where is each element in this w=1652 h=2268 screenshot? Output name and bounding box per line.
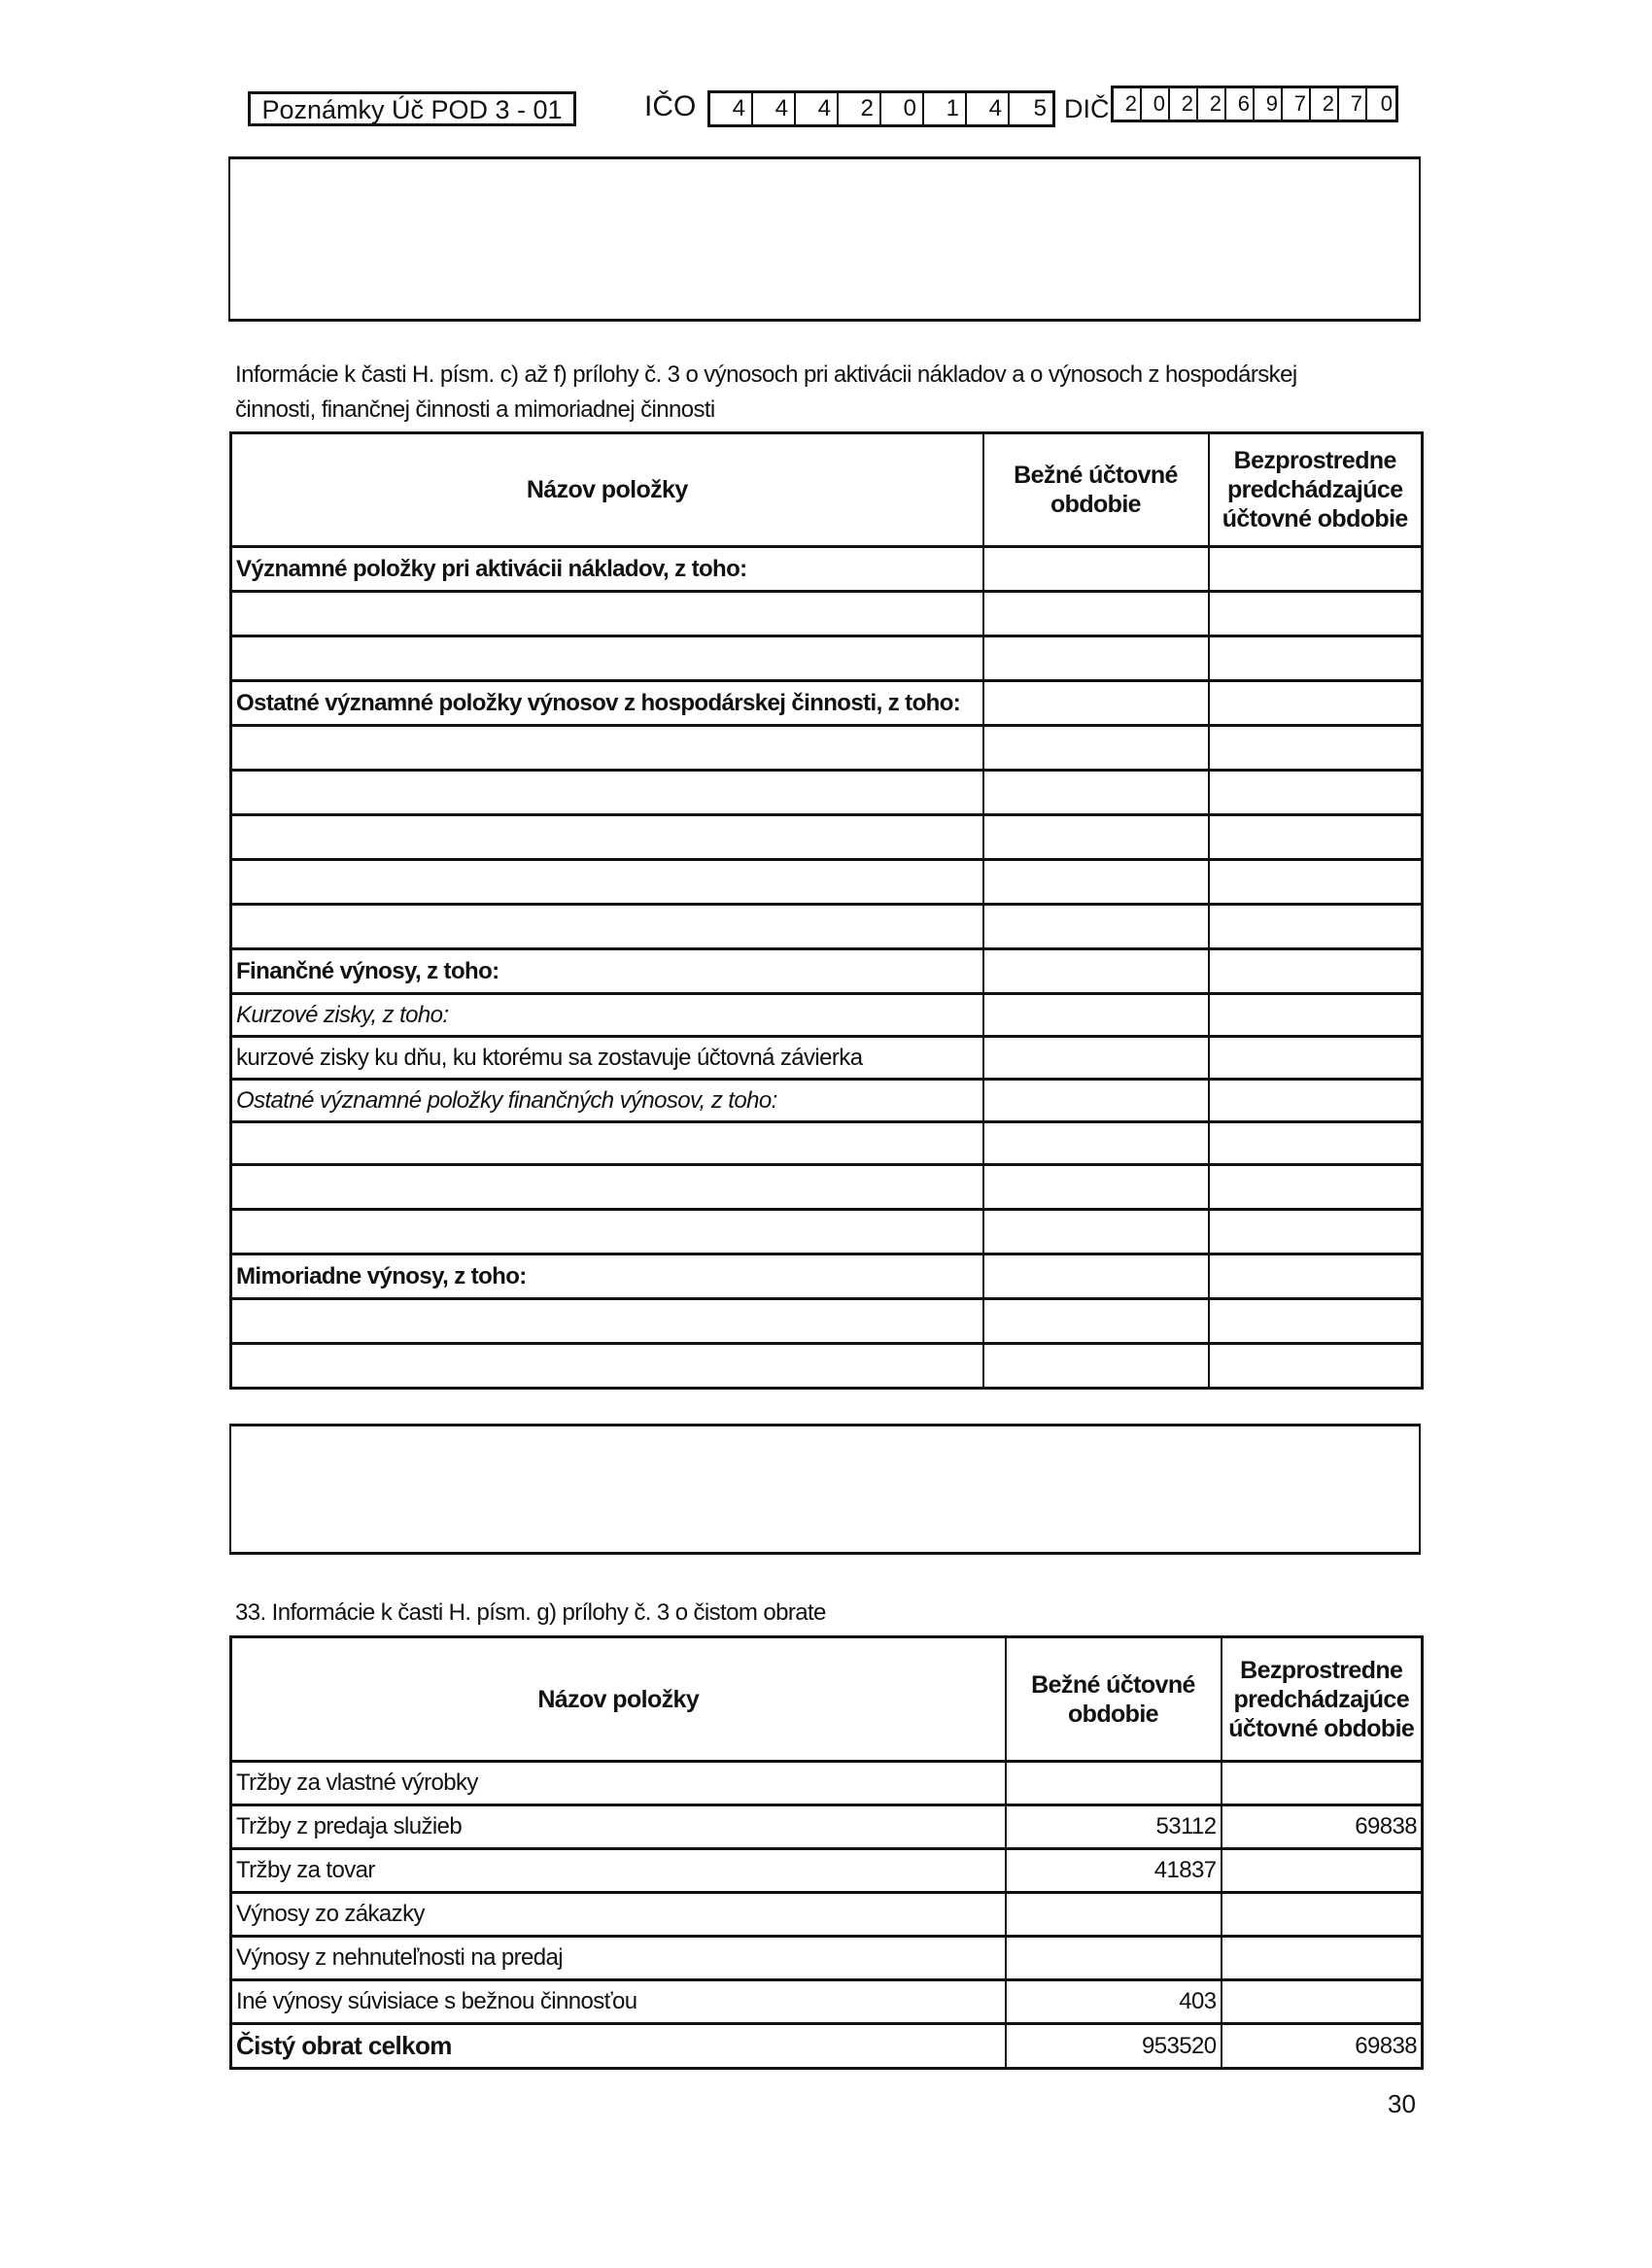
- previous-value-cell[interactable]: [1222, 1849, 1423, 1893]
- ico-digit: 1: [924, 93, 967, 124]
- current-value-cell[interactable]: [983, 860, 1209, 905]
- total-previous-value[interactable]: 69838: [1222, 2024, 1423, 2069]
- table-row: [231, 815, 1423, 860]
- dic-digit: 2: [1170, 88, 1198, 120]
- row-label[interactable]: [231, 860, 983, 905]
- table-row: [231, 1937, 1423, 1980]
- row-label: Mimoriadne výnosy, z toho:: [231, 1254, 983, 1299]
- row-label: Iné výnosy súvisiace s bežnou činnosťou: [231, 1980, 1006, 2024]
- notes-text-box[interactable]: [228, 156, 1421, 322]
- previous-value-cell[interactable]: [1209, 636, 1423, 681]
- current-value-cell[interactable]: [983, 1165, 1209, 1210]
- current-value-cell[interactable]: [983, 681, 1209, 726]
- previous-value-cell[interactable]: [1209, 860, 1423, 905]
- form-code-box: Poznámky Úč POD 3 - 01: [248, 91, 576, 126]
- previous-value-cell[interactable]: [1209, 905, 1423, 949]
- dic-digit: 7: [1283, 88, 1311, 120]
- current-value-cell[interactable]: [1006, 1893, 1222, 1937]
- row-label: Významné položky pri aktivácii nákladov, z toho:: [231, 547, 983, 592]
- dic-digit: 2: [1198, 88, 1226, 120]
- current-value-cell[interactable]: 403: [1006, 1980, 1222, 2024]
- current-value-cell[interactable]: [983, 905, 1209, 949]
- ico-digit: 4: [710, 93, 753, 124]
- previous-value-cell[interactable]: [1209, 1037, 1423, 1080]
- current-value-cell[interactable]: [983, 1210, 1209, 1254]
- previous-value-cell[interactable]: [1209, 726, 1423, 771]
- row-label: Ostatné významné položky finančných výnosov, z toho:: [231, 1080, 983, 1122]
- row-label: Výnosy zo zákazky: [231, 1893, 1006, 1937]
- row-label[interactable]: [231, 771, 983, 815]
- previous-value-cell[interactable]: [1209, 949, 1423, 994]
- header-previous-period: Bezprostredne predchádzajúce účtovné obdobie: [1209, 433, 1423, 547]
- row-label: Tržby za tovar: [231, 1849, 1006, 1893]
- ico-label: IČO: [644, 90, 697, 122]
- table-row: [231, 1122, 1423, 1165]
- dic-digit: 0: [1142, 88, 1170, 120]
- header-current-period: Bežné účtovné obdobie: [1006, 1637, 1222, 1762]
- previous-value-cell[interactable]: [1209, 547, 1423, 592]
- row-label[interactable]: [231, 636, 983, 681]
- row-label[interactable]: [231, 592, 983, 636]
- current-value-cell[interactable]: [983, 1344, 1209, 1389]
- previous-value-cell[interactable]: [1209, 994, 1423, 1037]
- ico-digit: 0: [881, 93, 924, 124]
- current-value-cell[interactable]: [983, 1254, 1209, 1299]
- previous-value-cell[interactable]: [1222, 1937, 1423, 1980]
- table-row: [231, 1254, 1423, 1299]
- row-label: Tržby za vlastné výrobky: [231, 1762, 1006, 1805]
- table-row: [231, 1762, 1423, 1805]
- table-row: [231, 636, 1423, 681]
- table-row: [231, 681, 1423, 726]
- header-item-name: Názov položky: [231, 433, 983, 547]
- dic-digit: 2: [1311, 88, 1339, 120]
- header-current-period: Bežné účtovné obdobie: [983, 433, 1209, 547]
- row-label: Kurzové zisky, z toho:: [231, 994, 983, 1037]
- row-label: kurzové zisky ku dňu, ku ktorému sa zostavuje účtovná závierka: [231, 1037, 983, 1080]
- table-row: [231, 860, 1423, 905]
- ico-digit: 4: [796, 93, 839, 124]
- current-value-cell[interactable]: [1006, 1937, 1222, 1980]
- previous-value-cell[interactable]: [1209, 1254, 1423, 1299]
- current-value-cell[interactable]: 41837: [1006, 1849, 1222, 1893]
- section-intro-line2: činnosti, finančnej činnosti a mimoriadnej činnosti: [235, 396, 715, 423]
- table-row: [231, 1037, 1423, 1080]
- dic-digit: 7: [1339, 88, 1367, 120]
- dic-digit: 2: [1114, 88, 1142, 120]
- table-row: [231, 726, 1423, 771]
- section-33-title: 33. Informácie k časti H. písm. g) prílohy č. 3 o čistom obrate: [235, 1599, 826, 1626]
- previous-value-cell[interactable]: [1209, 1165, 1423, 1210]
- table-header-row: [231, 433, 1423, 547]
- ico-digit: 2: [839, 93, 881, 124]
- previous-value-cell[interactable]: [1222, 1893, 1423, 1937]
- current-value-cell[interactable]: [983, 994, 1209, 1037]
- table-row: [231, 1299, 1423, 1344]
- table-row: [231, 1080, 1423, 1122]
- previous-value-cell[interactable]: [1222, 1762, 1423, 1805]
- current-value-cell[interactable]: [983, 1122, 1209, 1165]
- table-row: [231, 1165, 1423, 1210]
- current-value-cell[interactable]: [983, 1299, 1209, 1344]
- current-value-cell[interactable]: [983, 726, 1209, 771]
- ico-field: [707, 90, 1055, 127]
- notes-text-box-2[interactable]: [229, 1424, 1421, 1555]
- row-label[interactable]: [231, 1299, 983, 1344]
- table-row: [231, 905, 1423, 949]
- previous-value-cell[interactable]: [1209, 1299, 1423, 1344]
- table-row: [231, 1849, 1423, 1893]
- dic-digit: 0: [1380, 91, 1393, 116]
- dic-label: DIČ: [1064, 94, 1110, 123]
- previous-value-cell[interactable]: [1209, 815, 1423, 860]
- current-value-cell[interactable]: [983, 815, 1209, 860]
- header-item-name: Názov položky: [231, 1637, 1006, 1762]
- previous-value-cell[interactable]: [1209, 1344, 1423, 1389]
- current-value-cell[interactable]: [983, 771, 1209, 815]
- row-label[interactable]: [231, 1344, 983, 1389]
- total-current-value[interactable]: 953520: [1006, 2024, 1222, 2069]
- table-row: [231, 1210, 1423, 1254]
- table-row: [231, 949, 1423, 994]
- row-label: Finančné výnosy, z toho:: [231, 949, 983, 994]
- row-label[interactable]: [231, 1122, 983, 1165]
- current-value-cell[interactable]: [1006, 1762, 1222, 1805]
- dic-digit: 6: [1226, 88, 1255, 120]
- current-value-cell[interactable]: [983, 636, 1209, 681]
- total-label: Čistý obrat celkom: [231, 2024, 1006, 2069]
- table-row: [231, 1805, 1423, 1849]
- table-header-row: [231, 1637, 1423, 1762]
- table-row: [231, 1893, 1423, 1937]
- table-row: [231, 547, 1423, 592]
- table-row: [231, 771, 1423, 815]
- previous-value-cell[interactable]: [1209, 771, 1423, 815]
- section-intro-line1: Informácie k časti H. písm. c) až f) prílohy č. 3 o výnosoch pri aktivácii nákladov a o výnosoch z hospodárskej: [235, 361, 1297, 388]
- dic-digit: 9: [1255, 88, 1283, 120]
- row-label[interactable]: [231, 1165, 983, 1210]
- current-value-cell[interactable]: [983, 1080, 1209, 1122]
- table-row: [231, 1980, 1423, 2024]
- current-value-cell[interactable]: [983, 547, 1209, 592]
- previous-value-cell[interactable]: [1222, 1980, 1423, 2024]
- table-row-total: [231, 2024, 1423, 2069]
- previous-value-cell[interactable]: [1209, 1122, 1423, 1165]
- income-items-table: [229, 431, 1424, 1390]
- previous-value-cell[interactable]: [1209, 681, 1423, 726]
- current-value-cell[interactable]: [983, 1037, 1209, 1080]
- current-value-cell[interactable]: [983, 949, 1209, 994]
- previous-value-cell[interactable]: [1209, 1080, 1423, 1122]
- row-label: Výnosy z nehnuteľnosti na predaj: [231, 1937, 1006, 1980]
- table-row: [231, 592, 1423, 636]
- ico-digit: 4: [753, 93, 796, 124]
- table-row: [231, 1344, 1423, 1389]
- row-label: Tržby z predaja služieb: [231, 1805, 1006, 1849]
- net-turnover-table: [229, 1635, 1424, 2070]
- current-value-cell[interactable]: 53112: [1006, 1805, 1222, 1849]
- row-label[interactable]: [231, 815, 983, 860]
- previous-value-cell[interactable]: [1209, 1210, 1423, 1254]
- row-label[interactable]: [231, 726, 983, 771]
- previous-value-cell[interactable]: [1209, 592, 1423, 636]
- current-value-cell[interactable]: [983, 592, 1209, 636]
- header-previous-period: Bezprostredne predchádzajúce účtovné obdobie: [1222, 1637, 1423, 1762]
- table-row: [231, 994, 1423, 1037]
- row-label[interactable]: [231, 905, 983, 949]
- row-label[interactable]: [231, 1210, 983, 1254]
- ico-digit: 5: [1033, 95, 1047, 121]
- row-label: Ostatné významné položky výnosov z hospodárskej činnosti, z toho:: [231, 681, 983, 726]
- previous-value-cell[interactable]: 69838: [1222, 1805, 1423, 1849]
- page-number: 30: [1388, 2089, 1416, 2118]
- ico-digit: 4: [967, 93, 1010, 124]
- dic-field: [1111, 86, 1398, 122]
